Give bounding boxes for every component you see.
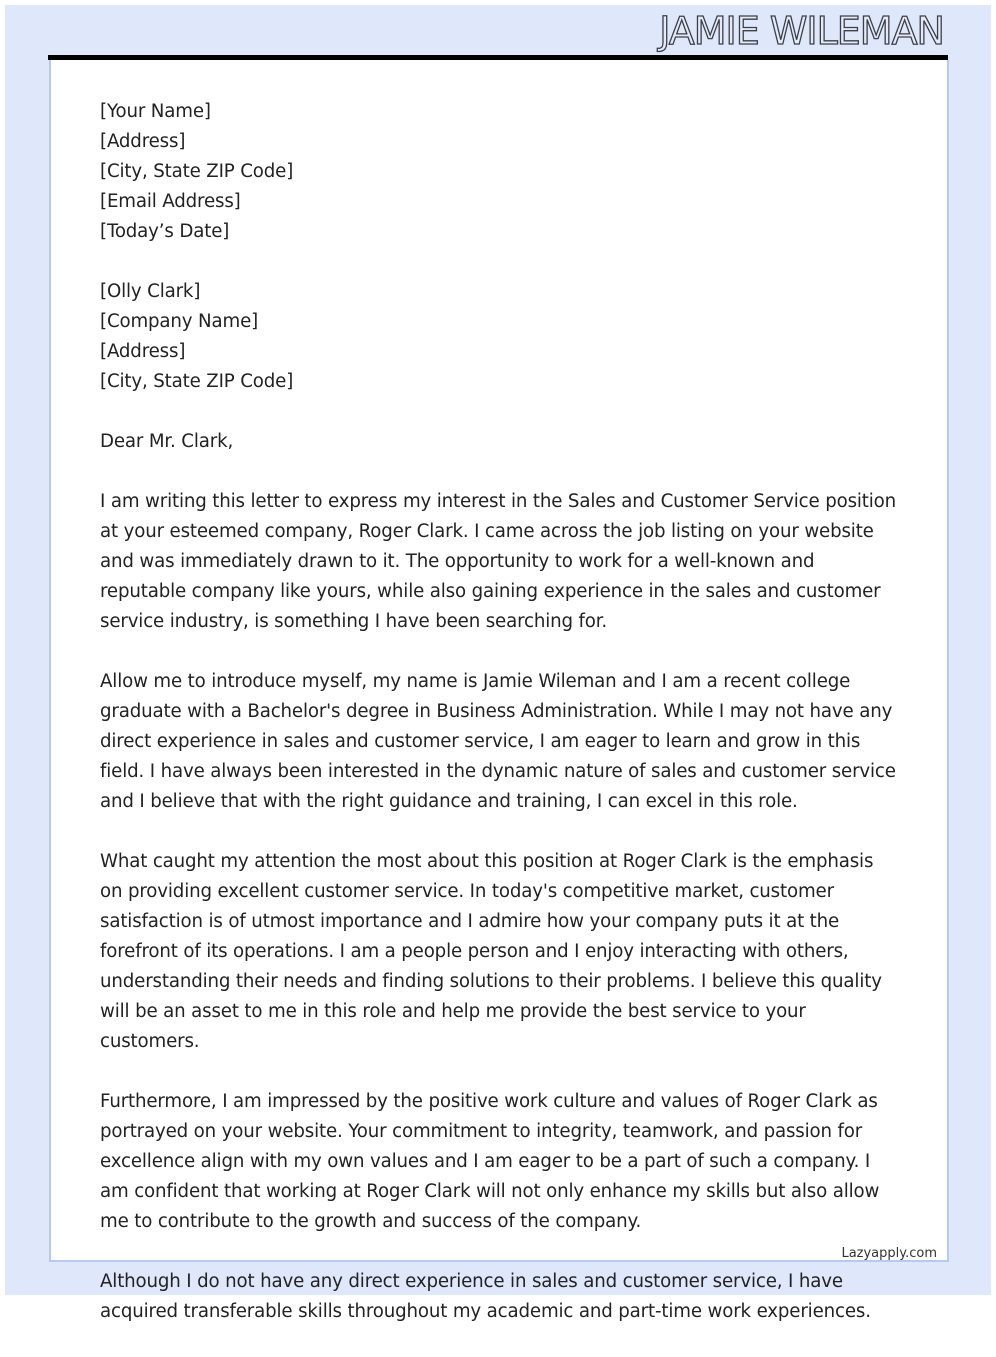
recipient-company: [Company Name] [100,311,259,332]
body-paragraph: Although I do not have any direct experience in sales and customer service, I have acquired transferable skills throughout my academic and part-time work experiences. [100,1271,871,1322]
body-paragraph: Allow me to introduce myself, my name is Jamie Wileman and I am a recent college graduate with a Bachelor's degree in Business Administration. While I may not have any direct experience in sales and customer service, I am eager to learn and grow in this field. I have always been interested in the dynamic nature of sales and customer service and I believe that with the right guidance and training, I can excel in this role. [100,671,896,812]
recipient-city-state-zip: [City, State ZIP Code] [100,371,294,392]
body-paragraph: I am writing this letter to express my interest in the Sales and Customer Service position at your esteemed company, Roger Clark. I came across the job listing on your website and was immediately drawn to it. The opportunity to work for a well-known and reputable company like yours, while also gaining experience in the sales and customer service industry, is something I have been searching for. [100,491,897,632]
sender-name: [Your Name] [100,101,211,122]
sender-block [100,97,900,247]
sender-city-state-zip: [City, State ZIP Code] [100,161,294,182]
watermark-text: Lazyapply.com [841,1246,937,1261]
body-paragraph: Furthermore, I am impressed by the positive work culture and values of Roger Clark as portrayed on your website. Your commitment to integrity, teamwork, and passion for excellence align with my own values and I am eager to be a part of such a company. I am confident that working at Roger Clark will not only enhance my skills but also allow me to contribute to the growth and success of the company. [100,1091,880,1232]
letter-body [100,97,900,1357]
recipient-address: [Address] [100,341,186,362]
recipient-name: [Olly Clark] [100,281,201,302]
header-name: JAMIE WILEMAN [659,9,944,53]
body-paragraph: What caught my attention the most about this position at Roger Clark is the emphasis on providing excellent customer service. In today's competitive market, customer satisfaction is of utmost importance and I admire how your company puts it at the forefront of its operations. I am a people person and I enjoy interacting with others, understanding their needs and finding solutions to their problems. I believe this quality will be an asset to me in this role and help me provide the best service to your customers. [100,851,882,1052]
recipient-block [100,277,900,397]
letter-date: [Today’s Date] [100,221,230,242]
sender-email: [Email Address] [100,191,241,212]
salutation: Dear Mr. Clark, [100,431,234,452]
sender-address: [Address] [100,131,186,152]
